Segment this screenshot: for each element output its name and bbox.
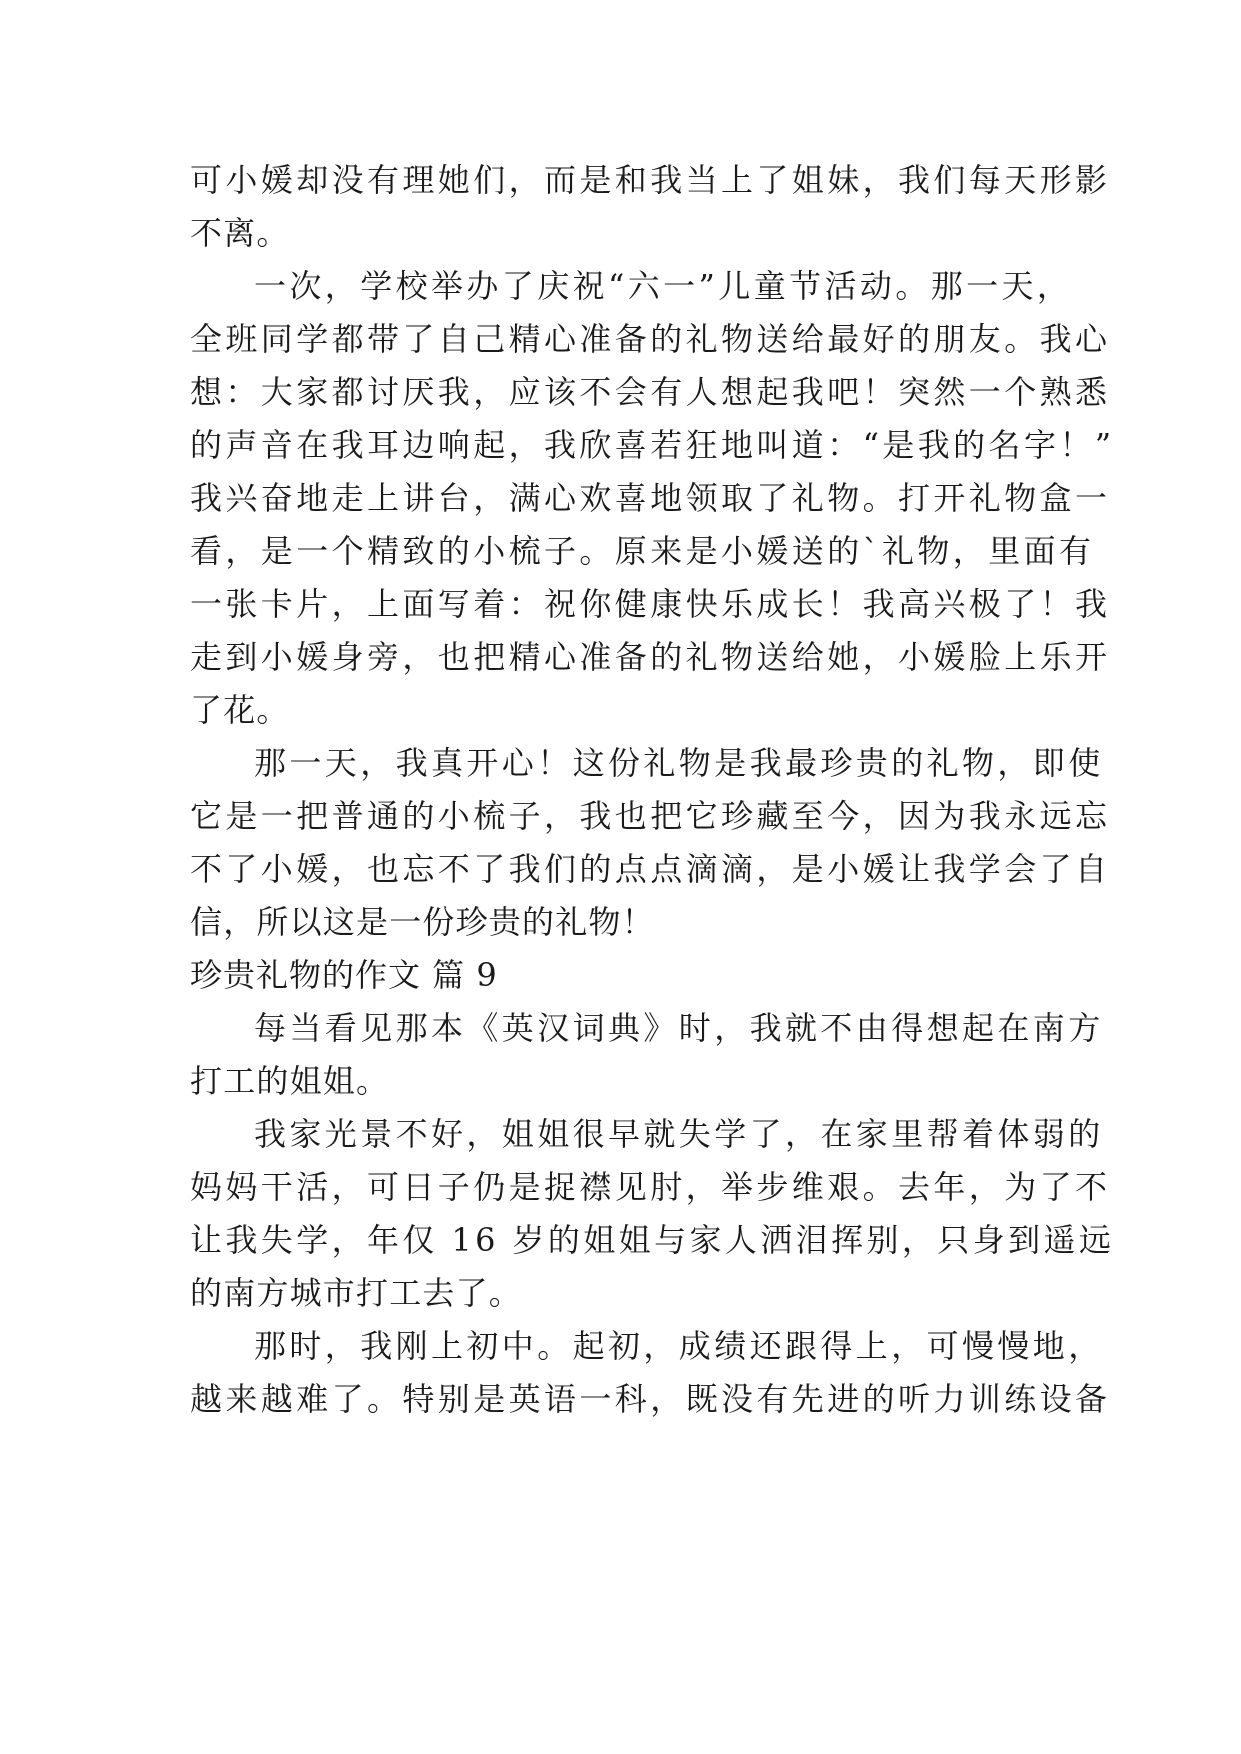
paragraph-line: 妈妈干活，可日子仍是捉襟见肘，举步维艰。去年，为了不 [190, 1168, 1111, 1206]
paragraph-line: 一张卡片，上面写着：祝你健康快乐成长！我高兴极了！我 [190, 585, 1111, 623]
paragraph-line: 越来越难了。特别是英语一科，既没有先进的听力训练设备 [190, 1380, 1111, 1418]
paragraph-line: 不离。 [190, 214, 290, 252]
paragraph-line: 我家光景不好，姐姐很早就失学了，在家里帮着体弱的 [254, 1115, 1104, 1153]
paragraph-line: 我兴奋地走上讲台，满心欢喜地领取了礼物。打开礼物盒一 [190, 479, 1111, 517]
paragraph-line: 的南方城市打工去了。 [190, 1274, 523, 1312]
paragraph-line: 可小媛却没有理她们，而是和我当上了姐妹，我们每天形影 [190, 161, 1111, 199]
paragraph-line: 打工的姐姐。 [190, 1062, 390, 1100]
paragraph-line: 那时，我刚上初中。起初，成绩还跟得上，可慢慢地， [254, 1327, 1104, 1365]
paragraph-line: 那一天，我真开心！这份礼物是我最珍贵的礼物，即使 [254, 744, 1104, 782]
paragraph-line: 的声音在我耳边响起，我欣喜若狂地叫道：“是我的名字！” [190, 426, 1115, 464]
paragraph-line: 让我失学，年仅 16 岁的姐姐与家人洒泪挥别，只身到遥远 [190, 1221, 1115, 1259]
paragraph-line: 一次，学校举办了庆祝“六一”儿童节活动。那一天， [254, 267, 1073, 305]
paragraph-line: 走到小媛身旁，也把精心准备的礼物送给她，小媛脸上乐开 [190, 638, 1111, 676]
paragraph-line: 信，所以这是一份珍贵的礼物！ [190, 903, 655, 941]
paragraph-line: 全班同学都带了自己精心准备的礼物送给最好的朋友。我心 [190, 320, 1111, 358]
paragraph-line: 每当看见那本《英汉词典》时，我就不由得想起在南方 [254, 1009, 1104, 1047]
paragraph-line: 它是一把普通的小梳子，我也把它珍藏至今，因为我永远忘 [190, 797, 1111, 835]
paragraph-line: 看，是一个精致的小梳子。原来是小媛送的`礼物，里面有 [190, 532, 1095, 570]
paragraph-line: 了花。 [190, 691, 290, 729]
paragraph-line: 不了小媛，也忘不了我们的点点滴滴，是小媛让我学会了自 [190, 850, 1111, 888]
paragraph-line: 想：大家都讨厌我，应该不会有人想起我吧！突然一个熟悉 [190, 373, 1111, 411]
section-heading: 珍贵礼物的作文 篇 9 [190, 956, 498, 994]
